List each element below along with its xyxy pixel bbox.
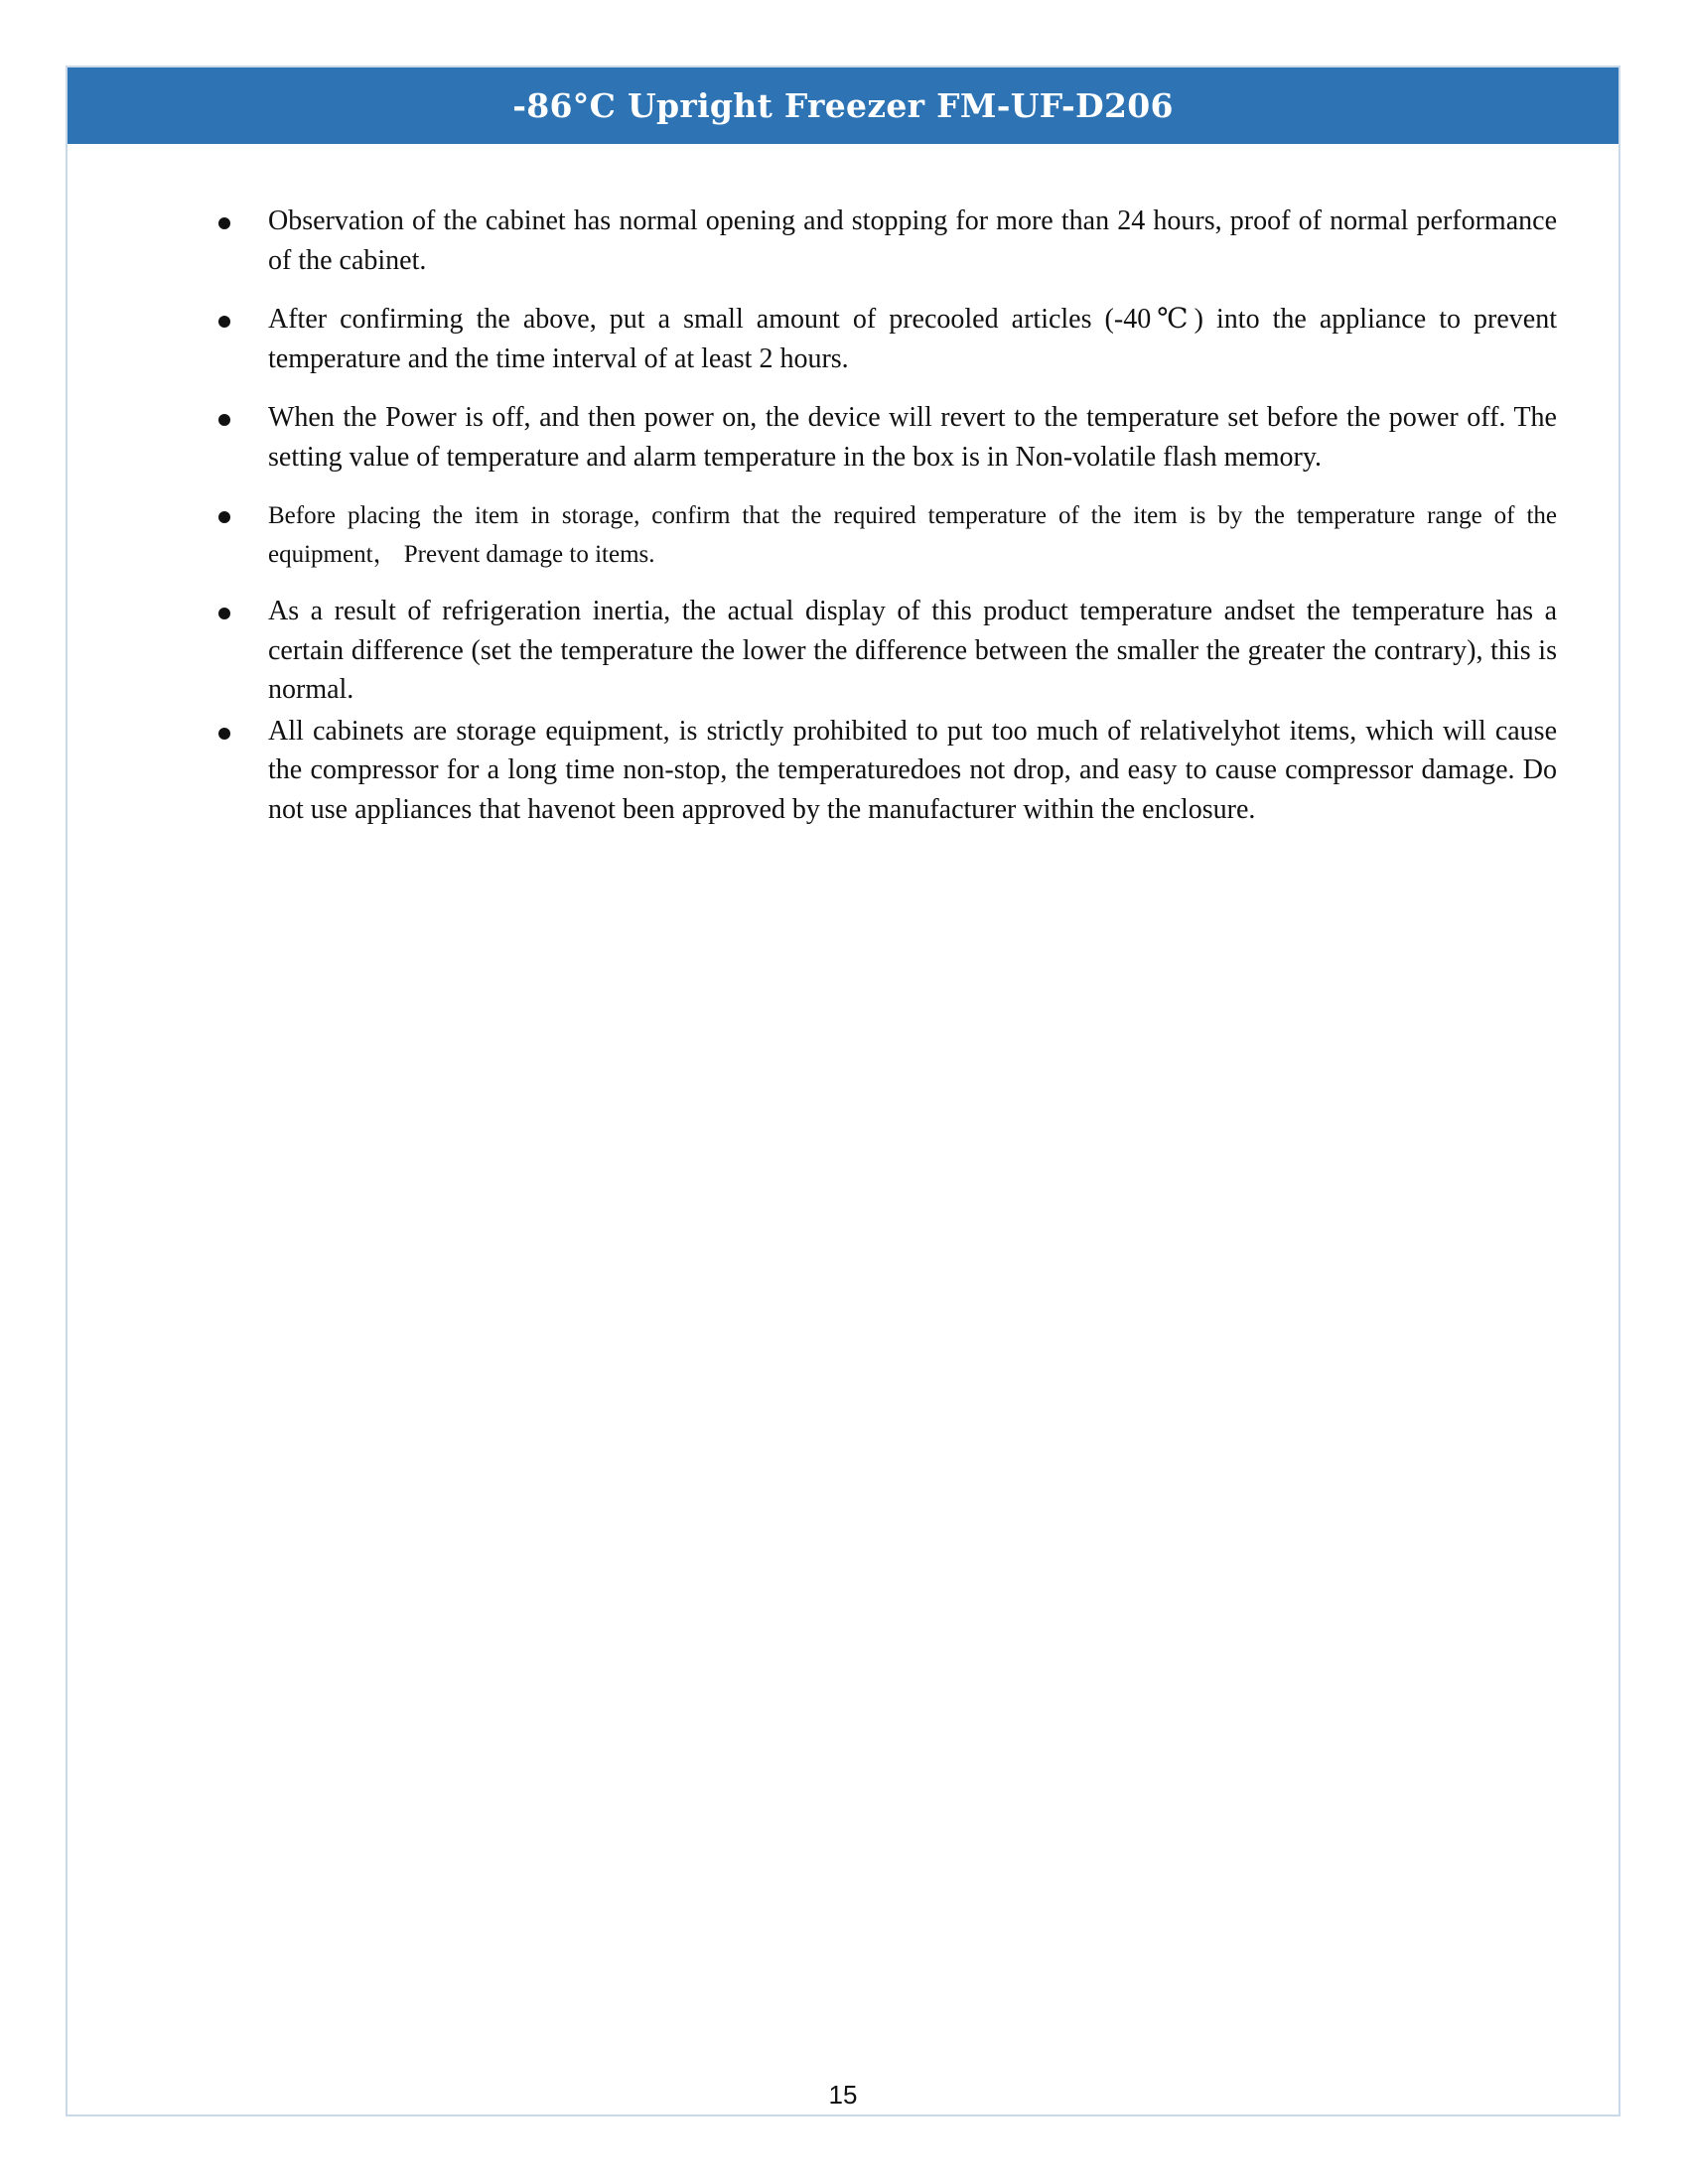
bullet-text: After confirming the above, put a small amount of precooled articles (-40℃) into the appliance to prevent temperature and the time interval of at least 2 hours.	[268, 304, 1557, 374]
list-item	[216, 592, 1557, 710]
header-bar	[68, 68, 1618, 144]
bullet-icon	[218, 511, 230, 523]
bullet-text: Before placing the item in storage, confirm that the required temperature of the item is by the temperature range of the equipment， Prevent damage to items.	[268, 502, 1557, 568]
list-item	[216, 496, 1557, 574]
bullet-text: All cabinets are storage equipment, is strictly prohibited to put too much of relativelyhot items, which will cause the compressor for a long time non-stop, the temperaturedoes not drop, and easy to cause compressor damage. Do not use appliances that havenot been approved by the manufacturer within the enclosure.	[268, 715, 1557, 825]
list-item	[216, 202, 1557, 280]
bullet-text: When the Power is off, and then power on, the device will revert to the temperature set before the power off. The setting value of temperature and alarm temperature in the box is in Non-volatile flash memory.	[268, 402, 1557, 473]
page-number: 15	[828, 2080, 858, 2110]
list-item	[216, 398, 1557, 477]
content-body	[216, 202, 1557, 849]
bullet-icon	[218, 316, 230, 328]
page-frame	[66, 66, 1620, 2116]
document-title: -86°C Upright Freezer FM-UF-D206	[512, 86, 1174, 125]
bullet-text: As a result of refrigeration inertia, the actual display of this product temperature andset the temperature has a certain difference (set the temperature the lower the difference between the smaller the greater the contrary), this is normal.	[268, 596, 1557, 705]
list-item	[216, 712, 1557, 830]
bullet-icon	[218, 217, 230, 229]
bullet-icon	[218, 414, 230, 426]
bullet-icon	[218, 728, 230, 740]
bullet-text: Observation of the cabinet has normal opening and stopping for more than 24 hours, proof of normal performance of the cabinet.	[268, 205, 1557, 276]
bullet-list	[216, 202, 1557, 829]
list-item	[216, 300, 1557, 378]
bullet-icon	[218, 608, 230, 619]
